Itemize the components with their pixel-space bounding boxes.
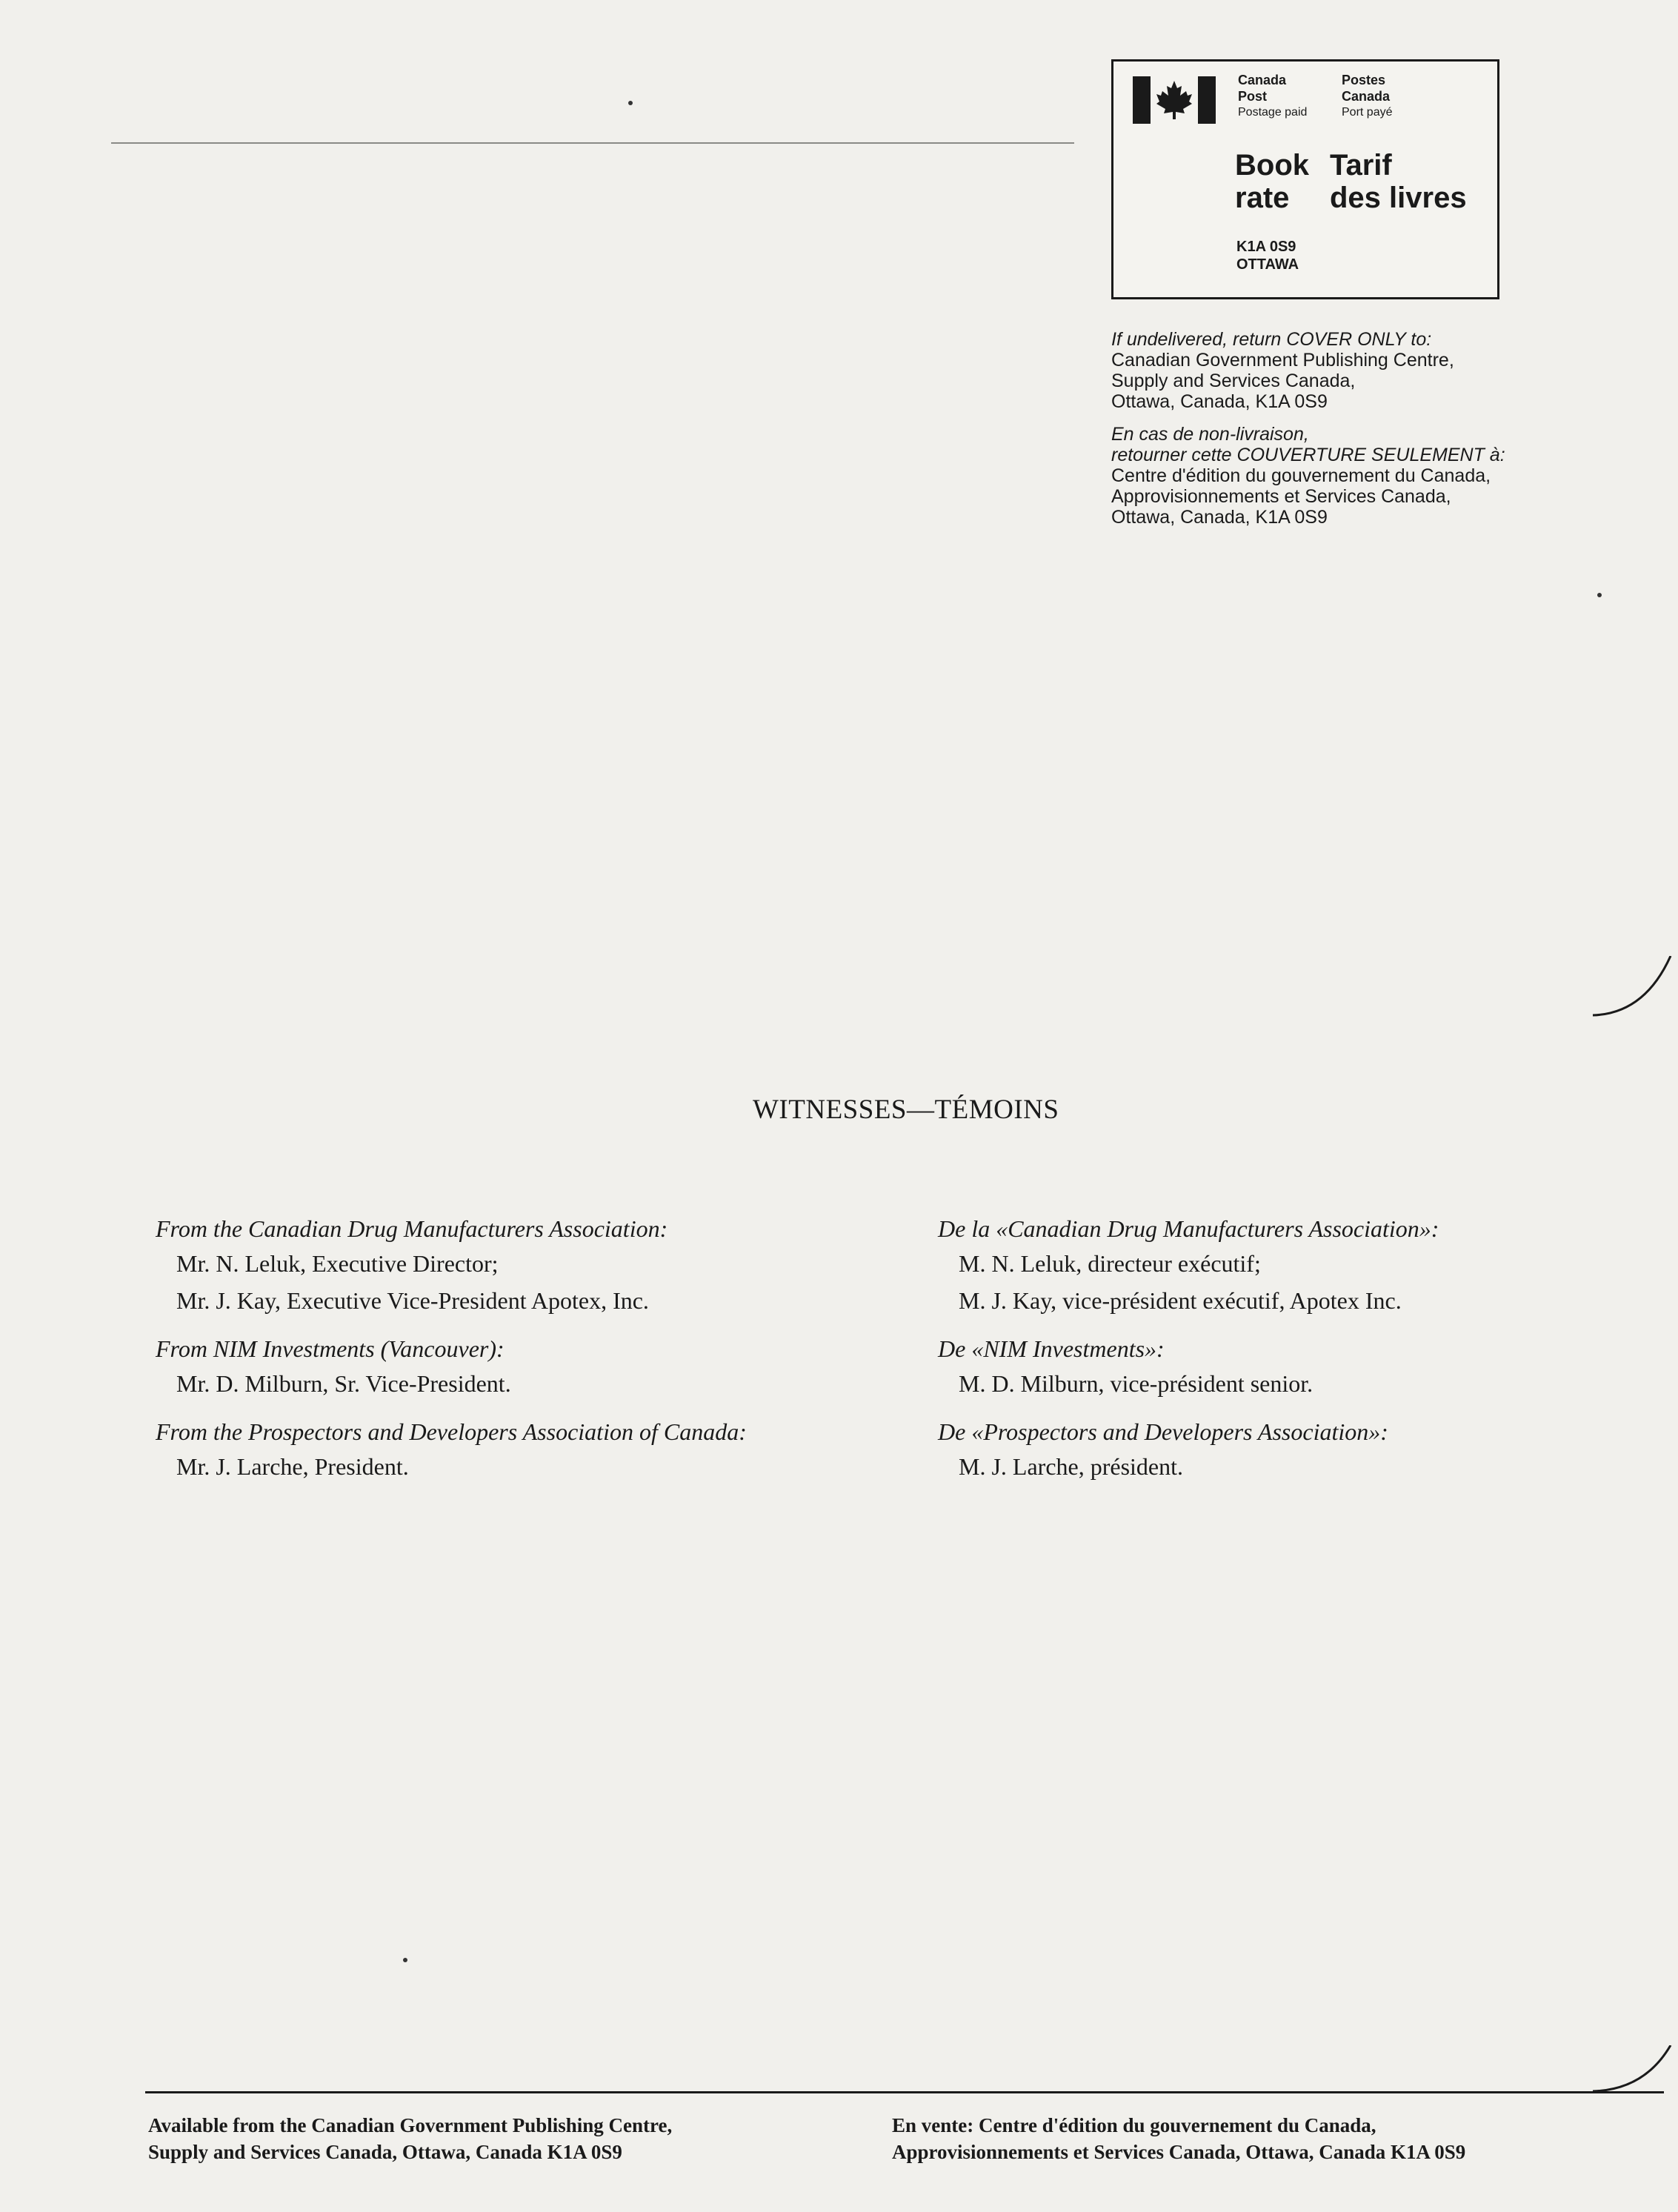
book-label: Book bbox=[1235, 149, 1309, 182]
speck-mark bbox=[403, 1958, 407, 1962]
speck-mark bbox=[628, 101, 633, 105]
tarif-label: Tarif bbox=[1330, 149, 1392, 182]
footer-line: Supply and Services Canada, Ottawa, Canada K1A 0S9 bbox=[148, 2141, 622, 2163]
postage-indicia-box bbox=[1111, 59, 1499, 299]
witness-person: M. D. Milburn, vice-président senior. bbox=[959, 1370, 1314, 1397]
return-lead-en: If undelivered, return COVER ONLY to: bbox=[1111, 329, 1432, 350]
city-name: OTTAWA bbox=[1236, 256, 1299, 273]
witness-org: From NIM Investments (Vancouver): bbox=[156, 1335, 505, 1362]
witness-org: From the Prospectors and Developers Association of Canada: bbox=[156, 1418, 747, 1445]
witness-org: De la «Canadian Drug Manufacturers Association»: bbox=[938, 1215, 1439, 1242]
postes-canada-fr bbox=[1342, 72, 1392, 121]
des-livres-label: des livres bbox=[1330, 182, 1467, 214]
postes-label: Postes bbox=[1342, 73, 1386, 87]
post-label: Post bbox=[1238, 89, 1268, 104]
port-paye-label: Port payé bbox=[1342, 106, 1393, 119]
footer-line: Approvisionnements et Services Canada, Ottawa, Canada K1A 0S9 bbox=[892, 2141, 1466, 2163]
witness-person: Mr. D. Milburn, Sr. Vice-President. bbox=[176, 1370, 511, 1397]
footer-availability-en bbox=[148, 2112, 815, 2165]
postage-paid-label: Postage paid bbox=[1238, 106, 1308, 119]
witness-person: Mr. J. Kay, Executive Vice-President Apotex, Inc. bbox=[176, 1287, 649, 1314]
witness-person: M. J. Larche, président. bbox=[959, 1453, 1184, 1480]
footer-line: Available from the Canadian Government Publishing Centre, bbox=[148, 2114, 673, 2136]
canada-label: Canada bbox=[1238, 73, 1287, 87]
return-line: Ottawa, Canada, K1A 0S9 bbox=[1111, 391, 1328, 412]
return-line: Canadian Government Publishing Centre, bbox=[1111, 350, 1454, 371]
witness-person: M. N. Leluk, directeur exécutif; bbox=[959, 1250, 1261, 1277]
return-lead-fr-1: En cas de non-livraison, bbox=[1111, 424, 1309, 445]
book-rate-en bbox=[1235, 149, 1309, 214]
return-line-fr: Ottawa, Canada, K1A 0S9 bbox=[1111, 507, 1328, 528]
witnesses-column-en bbox=[156, 1212, 926, 1485]
canada-flag-icon bbox=[1133, 76, 1216, 124]
running-head-rule bbox=[111, 142, 1074, 144]
return-lead-fr-2: retourner cette COUVERTURE SEULEMENT à: bbox=[1111, 445, 1505, 465]
witness-org: From the Canadian Drug Manufacturers Association: bbox=[156, 1215, 668, 1242]
rate-label: rate bbox=[1235, 182, 1290, 214]
witness-org: De «NIM Investments»: bbox=[938, 1335, 1165, 1362]
canada-fr-label: Canada bbox=[1342, 89, 1391, 104]
return-notice bbox=[1111, 329, 1571, 528]
postal-code: K1A 0S9 bbox=[1236, 239, 1296, 255]
footer-line: En vente: Centre d'édition du gouvernement du Canada, bbox=[892, 2114, 1376, 2136]
witness-person: Mr. J. Larche, President. bbox=[176, 1453, 409, 1480]
maple-leaf-icon bbox=[1155, 79, 1193, 121]
page-edge-curve-mark bbox=[1593, 2045, 1674, 2097]
footer-rule-right bbox=[886, 2091, 1664, 2093]
page-edge-curve-mark bbox=[1593, 956, 1674, 1023]
return-line-fr: Approvisionnements et Services Canada, bbox=[1111, 486, 1451, 507]
witnesses-title: WITNESSES—TÉMOINS bbox=[753, 1095, 1059, 1125]
witness-person: M. J. Kay, vice-président exécutif, Apotex Inc. bbox=[959, 1287, 1402, 1314]
tarif-des-livres-fr bbox=[1330, 149, 1467, 214]
speck-mark bbox=[1597, 593, 1602, 597]
witness-person: Mr. N. Leluk, Executive Director; bbox=[176, 1250, 499, 1277]
footer-rule-left bbox=[145, 2091, 916, 2093]
return-line-fr: Centre d'édition du gouvernement du Canada, bbox=[1111, 465, 1491, 486]
footer-availability-fr bbox=[892, 2112, 1662, 2165]
return-line: Supply and Services Canada, bbox=[1111, 371, 1356, 391]
witness-org: De «Prospectors and Developers Association»: bbox=[938, 1418, 1388, 1445]
witnesses-column-fr bbox=[938, 1212, 1605, 1485]
canada-post-en bbox=[1238, 72, 1307, 121]
